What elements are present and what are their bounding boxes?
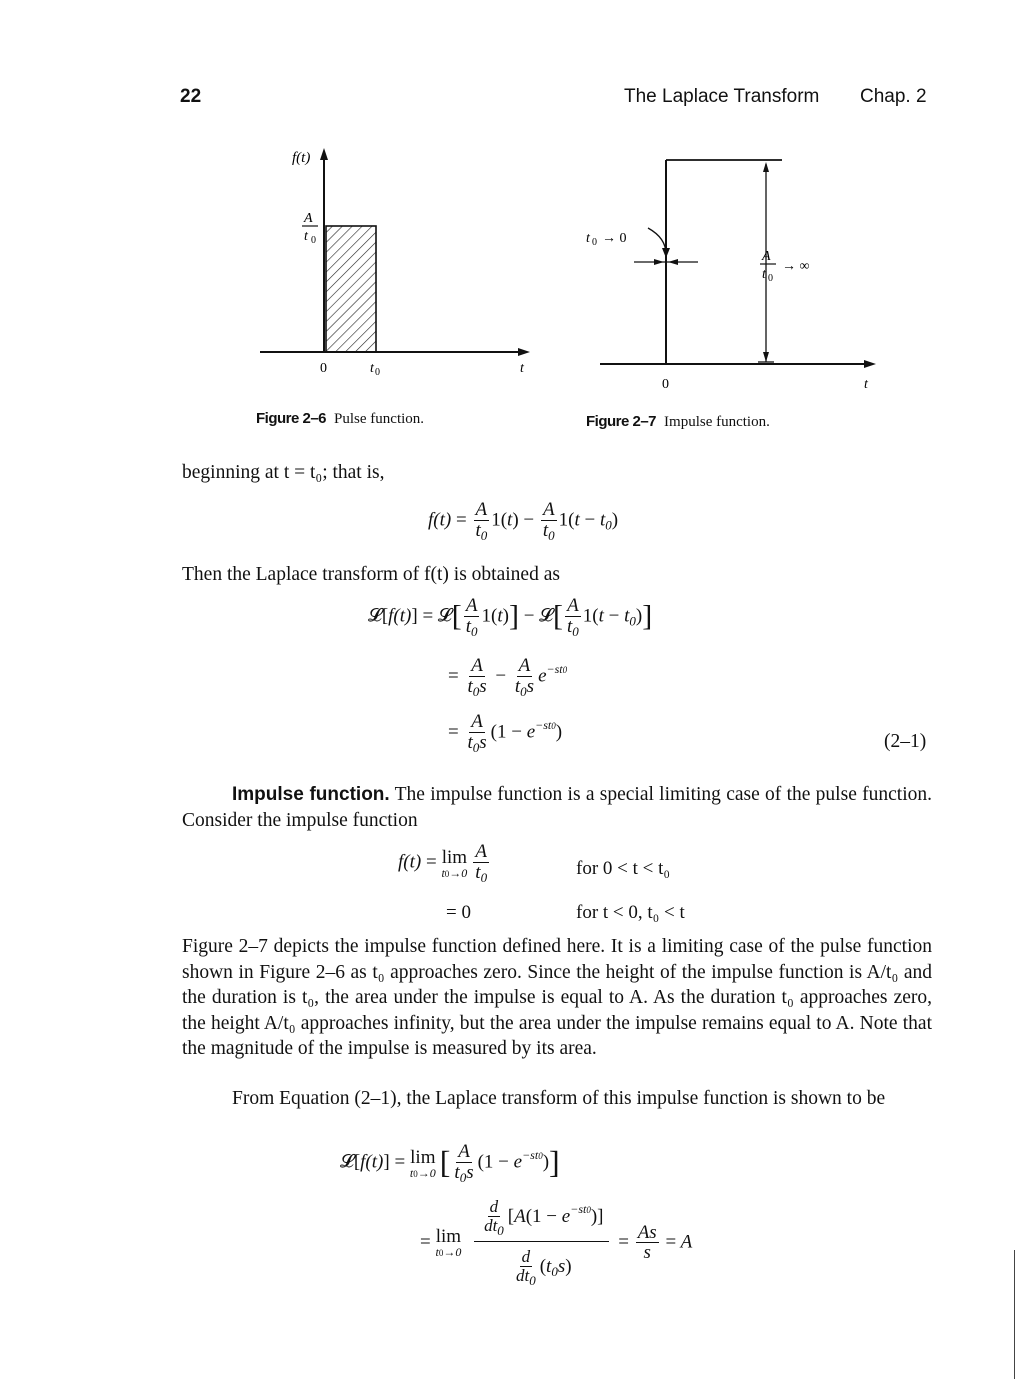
fig7-x-axis-arrowhead [864, 360, 876, 368]
fig7-limit-label: t [586, 231, 590, 246]
text-beginning: beginning at t = t₀; that is, [182, 462, 385, 483]
svg-text:0: 0 [311, 235, 316, 246]
paragraph-impulse-intro [182, 782, 932, 833]
text-then: Then the Laplace transform of f(t) is obtained as [182, 564, 560, 585]
pulse-rectangle [326, 226, 376, 352]
figure-2-7-impulse [586, 150, 890, 400]
page-number: 22 [180, 86, 202, 107]
paragraph-figure-2-7: Figure 2–7 depicts the impulse function defined here. It is a limiting case of the pulse function shown in Figure 2–6 as t₀ approaches zero. Since the height of the impulse function is A/t₀ and the duration is t₀, the area under the impulse is equal to A. As the duration t₀ approaches zero, the height A/t₀ approaches infinity, but the area under the impulse remains equal to A. Note that the magnitude of the impulse is measured by its area. [182, 936, 932, 1059]
figure-2-6-pulse [240, 140, 540, 380]
scan-edge-line [1014, 1250, 1015, 1379]
fig6-height-den: t [304, 229, 308, 244]
fig7-height-num: A [762, 249, 771, 264]
fig7-limit-arrow: → 0 [602, 231, 627, 246]
fig7-height-den: t [762, 267, 766, 282]
svg-text:0: 0 [375, 367, 380, 378]
figure-2-6-caption [256, 410, 424, 428]
figure-2-6-label: Figure 2–6 [256, 410, 327, 427]
eq-impulse-case2: = 0 [446, 902, 471, 923]
running-header-chapter: Chap. 2 [860, 86, 927, 107]
fig6-height-num: A [304, 211, 313, 226]
fig6-t0: t [370, 361, 374, 376]
eq-number-2-1: (2–1) [884, 731, 927, 752]
impulse-intro-text: The impulse function is a special limiting case of the pulse function. Consider the impulse function [182, 784, 932, 831]
fig6-origin: 0 [320, 361, 327, 376]
fig7-xlabel: t [864, 377, 868, 392]
svg-text:0: 0 [592, 237, 597, 248]
eq-result-line1: 𝓛[f(t)] = lim t0→0 [ $\frac{A}{t_0s}$ $(1 - e^{-st0})$] [340, 1141, 560, 1185]
eq-impulse-cond1: for 0 < t < t₀ [576, 858, 671, 879]
x-axis-arrowhead [518, 348, 530, 356]
eq-impulse-case1: f(t) = lim t0→0 $\frac{A}{t_0}$ [398, 841, 488, 885]
eq-pulse-def: f(t) = $\frac{A}{t_0}$ 1(t) − $\frac{A}{t_0}$ $1(t - t_0)$ [428, 499, 619, 543]
figure-2-7-text: Impulse function. [664, 414, 770, 430]
eq-result-line2: = lim t0→0 $\frac{d}{dt_0}$ $[A(1 - e^{-st0})]$ $\frac{d}{dt_0}$ $(t_0s)$ = $\frac{As}{s}$ = A [420, 1197, 693, 1289]
impulse-heading: Impulse function. [232, 784, 390, 805]
figure-2-6-text: Pulse function. [334, 411, 425, 427]
fig6-ylabel: f(t) [292, 150, 311, 166]
figure-2-7-caption [586, 413, 770, 431]
fig6-xlabel: t [520, 361, 524, 376]
eq-laplace-line1: 𝓛[f(t)] = 𝓛[ $\frac{A}{t_0}$ 1(t)] − 𝓛[ $\frac{A}{t_0}$ $1(t - t_0)$] [368, 595, 653, 639]
paragraph-from-equation: From Equation (2–1), the Laplace transform of this impulse function is shown to be [232, 1088, 886, 1109]
fig7-origin: 0 [662, 377, 669, 392]
eq-impulse-cond2: for t < 0, t₀ < t [576, 902, 685, 923]
svg-text:0: 0 [768, 273, 773, 284]
eq-laplace-line2: = $\frac{A}{t_0s}$ − $\frac{A}{t_0s}$ $e^{-st0}$ [448, 655, 568, 699]
eq-laplace-line3: = $\frac{A}{t_0s}$ $(1 - e^{-st0})$ [448, 711, 563, 755]
figure-2-7-label: Figure 2–7 [586, 413, 657, 430]
running-header-title: The Laplace Transform [624, 86, 820, 107]
fig7-infinity: → ∞ [782, 259, 810, 274]
y-axis-arrowhead [320, 148, 328, 160]
